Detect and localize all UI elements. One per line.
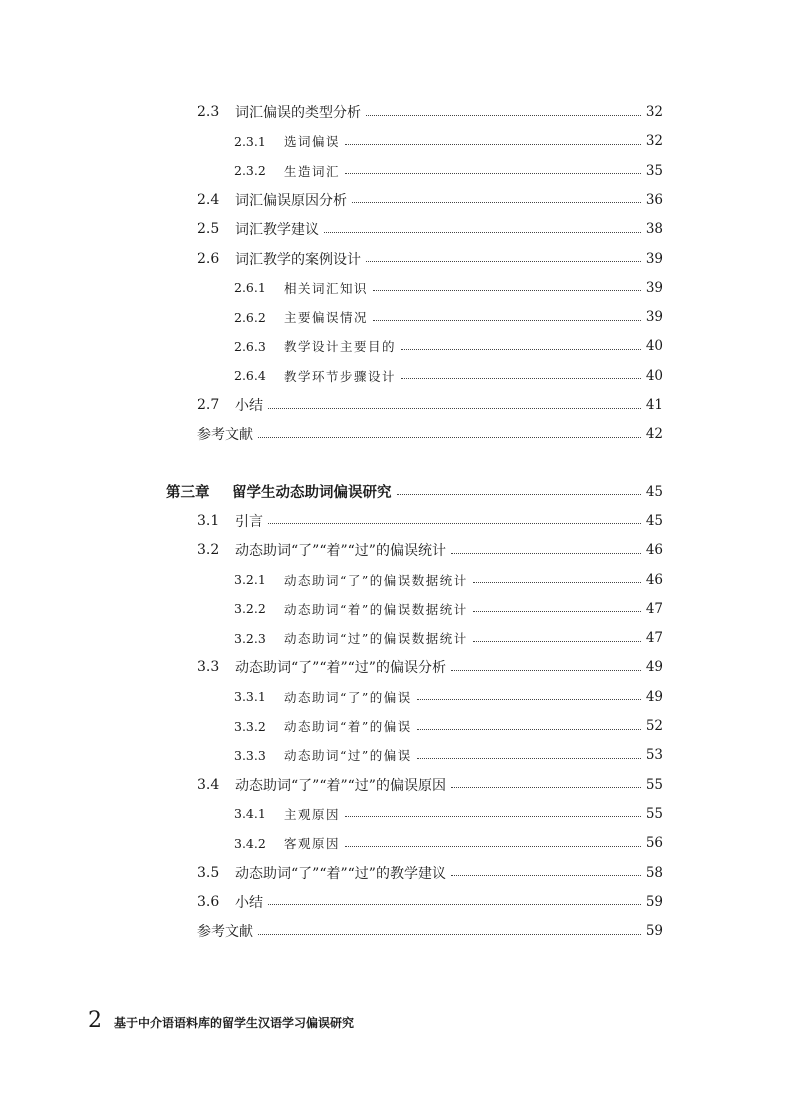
toc-entry-number: 2.6.2 xyxy=(234,309,266,325)
dot-leader xyxy=(451,787,641,788)
toc-entry-title: 动态助词“了”“着”“过”的偏误原因 xyxy=(235,777,446,794)
dot-leader xyxy=(451,670,641,671)
toc-entry-title: 动态助词“着”的偏误数据统计 xyxy=(284,601,468,617)
dot-leader xyxy=(345,173,641,174)
toc-entry-title: 相关词汇知识 xyxy=(284,280,369,296)
toc-entry-page: 49 xyxy=(645,688,663,705)
toc-entry[interactable] xyxy=(197,188,663,212)
toc-entry-page: 59 xyxy=(645,893,663,910)
toc-entry[interactable] xyxy=(234,159,663,183)
dot-leader xyxy=(268,904,641,905)
toc-entry-page: 32 xyxy=(645,104,663,120)
toc-entry[interactable] xyxy=(197,538,663,562)
dot-leader xyxy=(451,553,641,554)
toc-entry-page: 42 xyxy=(645,426,663,443)
toc-entry-page: 46 xyxy=(645,571,663,588)
toc-entry-title: 动态助词“了”的偏误 xyxy=(284,689,412,705)
dot-leader xyxy=(345,144,641,145)
toc-entry-page: 40 xyxy=(645,367,663,384)
toc-entry[interactable] xyxy=(234,685,663,709)
toc-entry-number: 3.3 xyxy=(197,659,220,676)
toc-entry[interactable] xyxy=(197,422,663,446)
toc-entry[interactable] xyxy=(234,305,663,329)
dot-leader xyxy=(352,202,641,203)
toc-entry-page: 35 xyxy=(645,162,663,179)
page-footer xyxy=(88,1008,354,1033)
toc-entry[interactable] xyxy=(197,655,663,679)
toc-entry-number: 3.3.2 xyxy=(234,718,266,734)
toc-entry-title: 留学生动态助词偏误研究 xyxy=(232,484,392,502)
toc-entry-page: 39 xyxy=(645,309,663,326)
toc-entry-page: 55 xyxy=(645,776,663,793)
dot-leader xyxy=(397,494,642,495)
toc-entry[interactable] xyxy=(197,100,663,124)
toc-entry-page: 38 xyxy=(645,221,663,238)
toc-entry-number: 3.3.1 xyxy=(234,689,266,705)
toc-entry[interactable] xyxy=(197,393,663,417)
toc-entry-page: 47 xyxy=(645,600,663,617)
dot-leader xyxy=(473,611,641,612)
toc-entry-number: 2.6 xyxy=(197,250,220,267)
toc-entry-page: 32 xyxy=(645,133,663,150)
toc-entry-title: 小结 xyxy=(235,398,263,414)
toc-entry-title: 词汇教学建议 xyxy=(235,222,319,239)
toc-entry-title: 客观原因 xyxy=(284,836,341,852)
toc-entry[interactable] xyxy=(234,334,663,358)
dot-leader xyxy=(345,816,641,817)
toc-entry-number: 3.2.3 xyxy=(234,630,266,646)
dot-leader xyxy=(268,408,641,409)
toc-entry[interactable] xyxy=(234,597,663,621)
toc-entry-title: 词汇偏误原因分析 xyxy=(235,192,347,209)
toc-entry-title: 动态助词“了”“着”“过”的教学建议 xyxy=(235,865,446,882)
toc-entry-page: 46 xyxy=(645,542,663,559)
toc-entry-number: 3.6 xyxy=(197,893,220,910)
toc-entry-page: 36 xyxy=(645,191,663,208)
toc-entry-page: 58 xyxy=(645,864,663,881)
toc-entry-page: 52 xyxy=(645,718,663,734)
toc-entry-number: 3.5 xyxy=(197,864,220,881)
dot-leader xyxy=(401,378,641,379)
toc-entry-page: 40 xyxy=(645,338,663,355)
toc-entry-page: 45 xyxy=(645,512,663,529)
dot-leader xyxy=(417,699,641,700)
toc-entry-page: 49 xyxy=(645,659,663,676)
toc-entry[interactable] xyxy=(197,509,663,533)
toc-entry[interactable] xyxy=(197,773,663,797)
toc-entry-number: 2.6.4 xyxy=(234,368,266,384)
toc-entry-number: 2.3.2 xyxy=(234,163,266,179)
toc-entry[interactable] xyxy=(197,890,663,914)
toc-entry[interactable] xyxy=(234,626,663,650)
dot-leader xyxy=(401,349,641,350)
toc-chapter-heading[interactable] xyxy=(166,480,663,504)
toc-entry-number: 2.3 xyxy=(197,104,220,120)
dot-leader xyxy=(417,758,641,759)
toc-entry-number: 3.4.2 xyxy=(234,835,266,851)
toc-entry[interactable] xyxy=(234,743,663,767)
toc-entry-page: 59 xyxy=(645,923,663,940)
footer-page-number: 2 xyxy=(88,1008,102,1033)
dot-leader xyxy=(258,934,641,935)
toc-entry-number: 3.2.1 xyxy=(234,572,266,587)
toc-entry-title: 小结 xyxy=(235,894,263,911)
toc-entry-page: 53 xyxy=(645,747,663,764)
toc-entry-page: 39 xyxy=(645,250,663,267)
dot-leader xyxy=(451,875,641,876)
toc-entry-number: 3.2.2 xyxy=(234,601,266,617)
toc-entry-number: 3.1 xyxy=(197,512,220,529)
dot-leader xyxy=(258,437,641,438)
toc-entry-page: 55 xyxy=(645,805,663,822)
toc-entry-title: 选词偏误 xyxy=(284,134,341,150)
toc-entry-title: 动态助词“了”“着”“过”的偏误分析 xyxy=(235,660,446,677)
toc-entry-page: 45 xyxy=(645,483,663,500)
toc-entry-number: 2.7 xyxy=(197,397,220,413)
toc-entry[interactable] xyxy=(234,568,663,592)
toc-entry[interactable] xyxy=(197,919,663,943)
toc-entry-title: 动态助词“了”的偏误数据统计 xyxy=(284,572,468,588)
toc-entry-page: 41 xyxy=(645,397,663,413)
toc-entry-title: 主要偏误情况 xyxy=(284,310,369,326)
dot-leader xyxy=(324,232,641,233)
toc-entry-number: 2.4 xyxy=(197,191,220,208)
toc-entry-title: 教学设计主要目的 xyxy=(284,339,397,355)
toc-entry-number: 2.3.1 xyxy=(234,133,266,149)
dot-leader xyxy=(473,641,641,642)
toc-entry-page: 47 xyxy=(645,630,663,647)
dot-leader xyxy=(373,320,641,321)
toc-entry-title: 词汇教学的案例设计 xyxy=(235,251,361,268)
toc-entry-title: 引言 xyxy=(235,513,263,530)
toc-entry-number: 3.4.1 xyxy=(234,806,266,822)
toc-entry-number: 2.5 xyxy=(197,221,220,238)
toc-entry-number: 第三章 xyxy=(166,484,210,502)
toc-entry[interactable] xyxy=(234,802,663,826)
toc-entry-title: 主观原因 xyxy=(284,806,341,822)
toc-entry[interactable] xyxy=(234,276,663,300)
toc-entry-number: 2.6.3 xyxy=(234,338,266,354)
toc-entry-title: 教学环节步骤设计 xyxy=(284,368,397,384)
toc-entry[interactable] xyxy=(197,217,663,241)
toc-entry[interactable] xyxy=(234,129,663,153)
toc-entry-title: 生造词汇 xyxy=(284,163,341,179)
toc-entry-title: 参考文献 xyxy=(197,924,253,941)
toc-entry[interactable] xyxy=(234,364,663,388)
footer-book-title: 基于中介语语料库的留学生汉语学习偏误研究 xyxy=(114,1016,355,1030)
dot-leader xyxy=(473,582,641,583)
toc-entry[interactable] xyxy=(197,861,663,885)
dot-leader xyxy=(366,261,641,262)
toc-entry[interactable] xyxy=(234,714,663,738)
dot-leader xyxy=(373,290,641,291)
toc-entry-page: 39 xyxy=(645,279,663,296)
toc-entry-title: 词汇偏误的类型分析 xyxy=(235,105,361,121)
dot-leader xyxy=(268,523,641,524)
toc-entry-title: 动态助词“了”“着”“过”的偏误统计 xyxy=(235,543,446,560)
toc-entry-title: 动态助词“过”的偏误 xyxy=(284,748,412,764)
toc-entry-number: 3.4 xyxy=(197,776,220,793)
dot-leader xyxy=(417,729,641,730)
toc-entry[interactable] xyxy=(234,831,663,855)
toc-entry-number: 3.3.3 xyxy=(234,747,266,763)
dot-leader xyxy=(345,846,641,847)
toc-entry-number: 2.6.1 xyxy=(234,280,266,296)
toc-entry-title: 动态助词“着”的偏误 xyxy=(284,719,412,734)
toc-entry-page: 56 xyxy=(645,835,663,852)
toc-entry-title: 动态助词“过”的偏误数据统计 xyxy=(284,631,468,647)
toc-entry-title: 参考文献 xyxy=(197,427,253,444)
toc-entry-number: 3.2 xyxy=(197,542,220,559)
dot-leader xyxy=(366,115,641,116)
toc-entry[interactable] xyxy=(197,247,663,271)
